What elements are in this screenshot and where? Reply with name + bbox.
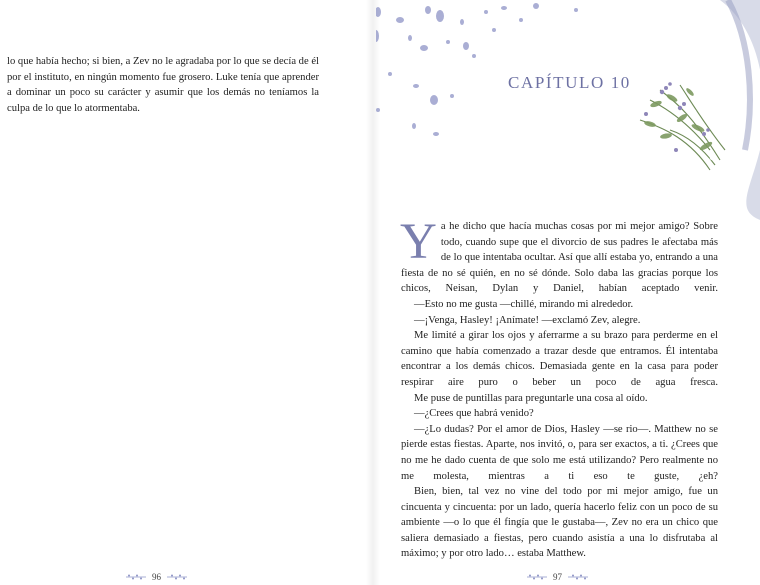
sprig-ornament-icon (526, 573, 548, 581)
paragraph: Me puse de puntillas para preguntarle una cosa al oído. (414, 392, 648, 404)
page-number-right (526, 572, 589, 582)
opening-paragraph-text: a he dicho que hacía muchas cosas por mi mejor amigo? Sobre todo, cuando supe que el divorcio de sus padres le afectaba más de lo que intentaba ocultar. Así que allí estaba yo, entrando a una fiesta de no sé quién, en no sé dónde. Solo daba las gracias porque los chicos, Neisan, Dylan y Daniel, habían aceptado venir. (401, 221, 718, 295)
paragraph: lo que había hecho; si bien, a Zev no le agradaba por lo que se decía de él por el instituto, en ningún momento fue grosero. Luke tenía que aprender a dominar un poco su carácter y asumir que los demás no teníamos la culpa de lo que lo atormentaba. (7, 56, 319, 114)
paragraph: Me limité a girar los ojos y aferrarme a su brazo para perderme en el camino que había comenzado a trazar desde que entramos. Él intentaba encontrar a los demás chicos. Demasiada gente en la casa para poder respirar aire puro o beber un poco de agua fresca. (401, 330, 718, 388)
sprig-ornament-icon (166, 573, 188, 581)
opening-paragraph (400, 214, 718, 297)
page-number-left (125, 572, 188, 582)
right-page (376, 0, 760, 585)
right-page-text (400, 214, 718, 562)
paragraph: —¿Crees que habrá venido? (414, 408, 534, 420)
page-number: 97 (553, 572, 562, 582)
page-number: 96 (152, 572, 161, 582)
paragraph: —¿Lo dudas? Por el amor de Dios, Hasley —se rio—. Matthew no se pierde estas fiestas. Aparte, nos invitó, o, para ser exactos, a ti. ¿Crees que no me he dado cuenta de que solo me está utilizando? Pero realmente no me molesta, mientras a ti eso te guste, ¿eh? (401, 423, 718, 482)
sprig-ornament-icon (567, 573, 589, 581)
drop-cap: Y (400, 214, 437, 270)
left-page (0, 0, 372, 585)
paragraph: —Esto no me gusta —chillé, mirando mi alrededor. (414, 298, 634, 310)
left-page-text (7, 54, 319, 116)
paragraph: Bien, bien, tal vez no vine del todo por mi mejor amigo, fue un cincuenta y cincuenta: por un lado, quería hacerlo feliz con un poco de su ambiente —o lo que él fingía que le gustaba—, Zev no era un chico que saliera demasiado a fiestas, pero cuando asistía a una lo disfrutaba al máximo; y por otro lado… estaba Matthew. (401, 486, 718, 560)
lavender-plant-icon (610, 0, 760, 220)
sprig-ornament-icon (125, 573, 147, 581)
paragraph: —¡Venga, Hasley! ¡Anímate! —exclamó Zev, alegre. (414, 314, 641, 326)
chapter-title: CAPÍTULO 10 (508, 73, 631, 92)
